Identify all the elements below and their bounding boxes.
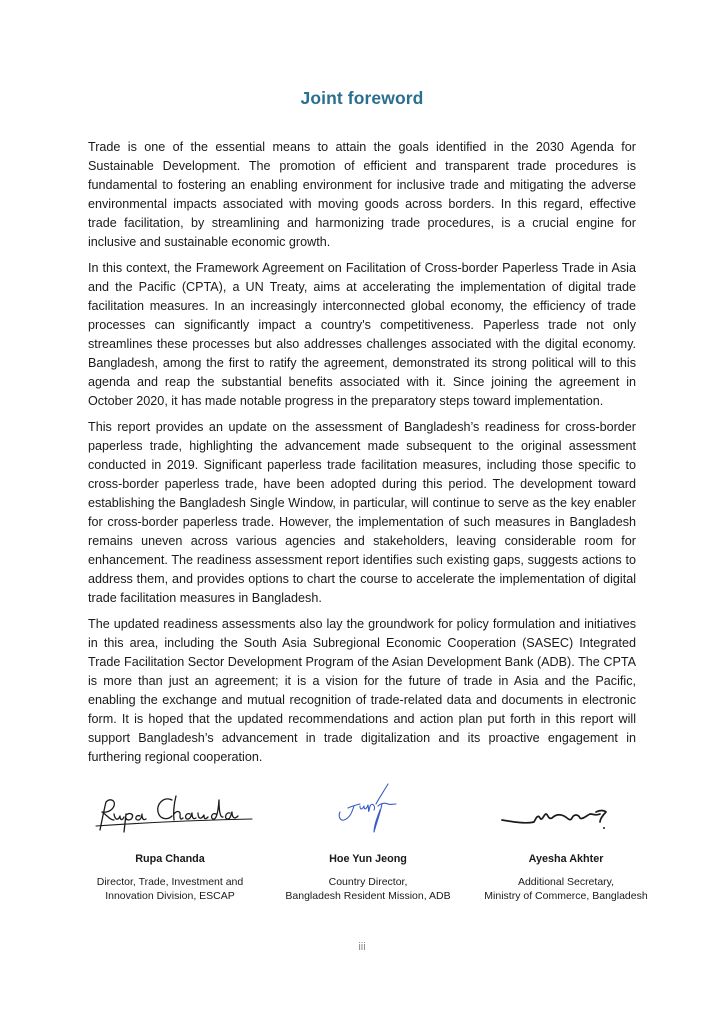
paragraph-1: Trade is one of the essential means to attain the goals identified in the 2030 Agenda for Sustainable Development. The promotion of efficient and transparent trade procedures is fundamental to fostering an enabling environment for inclusive trade and mitigating the adverse environmental impacts associated with moving goods across borders. In this regard, effective trade facilitation, by streamlining and harmonizing trade procedures, is a crucial engine for inclusive and sustainable economic growth. xyxy=(88,140,636,249)
signature-image xyxy=(472,780,660,842)
signature-block xyxy=(80,780,660,920)
signatory-title xyxy=(472,875,660,903)
signatory-title-line-2: Bangladesh Resident Mission, ADB xyxy=(285,890,451,902)
handwritten-signature-icon xyxy=(270,780,466,842)
signatory-name: Rupa Chanda xyxy=(135,853,205,865)
signatory-title-line-1: Additional Secretary, xyxy=(517,876,615,888)
signatory-ayesha-akhter xyxy=(472,780,660,903)
signatory-title xyxy=(270,875,466,903)
signatory-rupa-chanda xyxy=(80,780,260,903)
page-number: iii xyxy=(358,941,366,953)
signature-image xyxy=(270,780,466,842)
signatory-title xyxy=(80,875,260,903)
handwritten-signature-icon xyxy=(472,780,660,842)
signatory-name: Ayesha Akhter xyxy=(528,853,604,865)
signatory-title-line-2: Ministry of Commerce, Bangladesh xyxy=(484,890,648,902)
signatory-title-line-1: Country Director, xyxy=(328,876,408,888)
signatory-title-line-2: Innovation Division, ESCAP xyxy=(105,890,235,902)
paragraph-2: In this context, the Framework Agreement on Facilitation of Cross-border Paperless Trade in Asia and the Pacific (CPTA), a UN Treaty, aims at accelerating the implementation of digital trade facilitation measures. In an increasingly interconnected global economy, the efficiency of trade processes can significantly impact a country's competitiveness. Paperless trade not only streamlines these processes but also addresses challenges associated with the digital economy. Bangladesh, among the first to ratify the agreement, demonstrated its strong political will to this agenda and reap the substantial benefits associated with it. Since joining the agreement in October 2020, it has made notable progress in the preparatory steps toward implementation. xyxy=(88,261,636,408)
signatory-name: Hoe Yun Jeong xyxy=(329,853,407,865)
signatory-hoe-yun-jeong xyxy=(270,780,466,903)
handwritten-signature-icon xyxy=(80,780,260,842)
signature-image xyxy=(80,780,260,842)
signatory-title-line-1: Director, Trade, Investment and xyxy=(96,876,244,888)
page-title: Joint foreword xyxy=(300,88,424,108)
paragraph-4: The updated readiness assessments also lay the groundwork for policy formulation and initiatives in this area, including the South Asia Subregional Economic Cooperation (SASEC) Integrated Trade Facilitation Sector Development Program of the Asian Development Bank (ADB). The CPTA is more than just an agreement; it is a vision for the future of trade in Asia and the Pacific, enabling the exchange and mutual recognition of trade-related data and documents in electronic form. It is hoped that the updated recommendations and action plan put forth in this report will support Bangladesh’s advancement in trade digitalization and its proactive engagement in furthering regional cooperation. xyxy=(88,617,636,764)
paragraph-3: This report provides an update on the assessment of Bangladesh’s readiness for cross-border paperless trade, highlighting the advancement made subsequent to the original assessment conducted in 2019. Significant paperless trade facilitation measures, including those specific to cross-border paperless trade, have been adopted during this period. The development toward establishing the Bangladesh Single Window, in particular, will continue to serve as the key enabler for cross-border paperless trade. However, the implementation of such measures in Bangladesh remains uneven across various agencies and stakeholders, leaving considerable room for enhancement. The readiness assessment report identifies such existing gaps, suggests actions to address them, and provides options to chart the course to accelerate the implementation of digital trade facilitation measures in Bangladesh. xyxy=(88,420,636,605)
foreword-body xyxy=(88,138,636,774)
